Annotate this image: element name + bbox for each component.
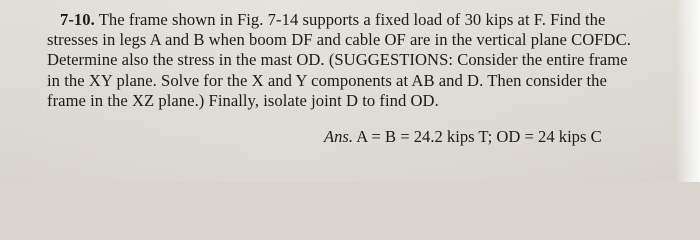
problem-line-4: in the XY plane. Solve for the X and Y components at AB and D. Then consider the [47,70,607,90]
answer-text: A = B = 24.2 kips T; OD = 24 kips C [353,127,602,146]
problem-line-3: Determine also the stress in the mast OD. (SUGGESTIONS: Consider the entire frame [47,50,628,70]
problem-number: 7-10. [60,10,95,29]
answer-label: Ans. [324,127,354,146]
problem-statement [47,10,672,111]
problem-text-line-1: The frame shown in Fig. 7-14 supports a fixed load of 30 kips at F. Find the [94,10,606,29]
page-edge [676,0,700,182]
problem-line-5: frame in the XZ plane.) Finally, isolate joint D to find OD. [47,90,439,110]
problem-line-1 [47,10,672,30]
problem-line-2: stresses in legs A and B when boom DF and cable OF are in the vertical plane COFDC. [47,30,631,50]
answer-line [324,127,602,147]
